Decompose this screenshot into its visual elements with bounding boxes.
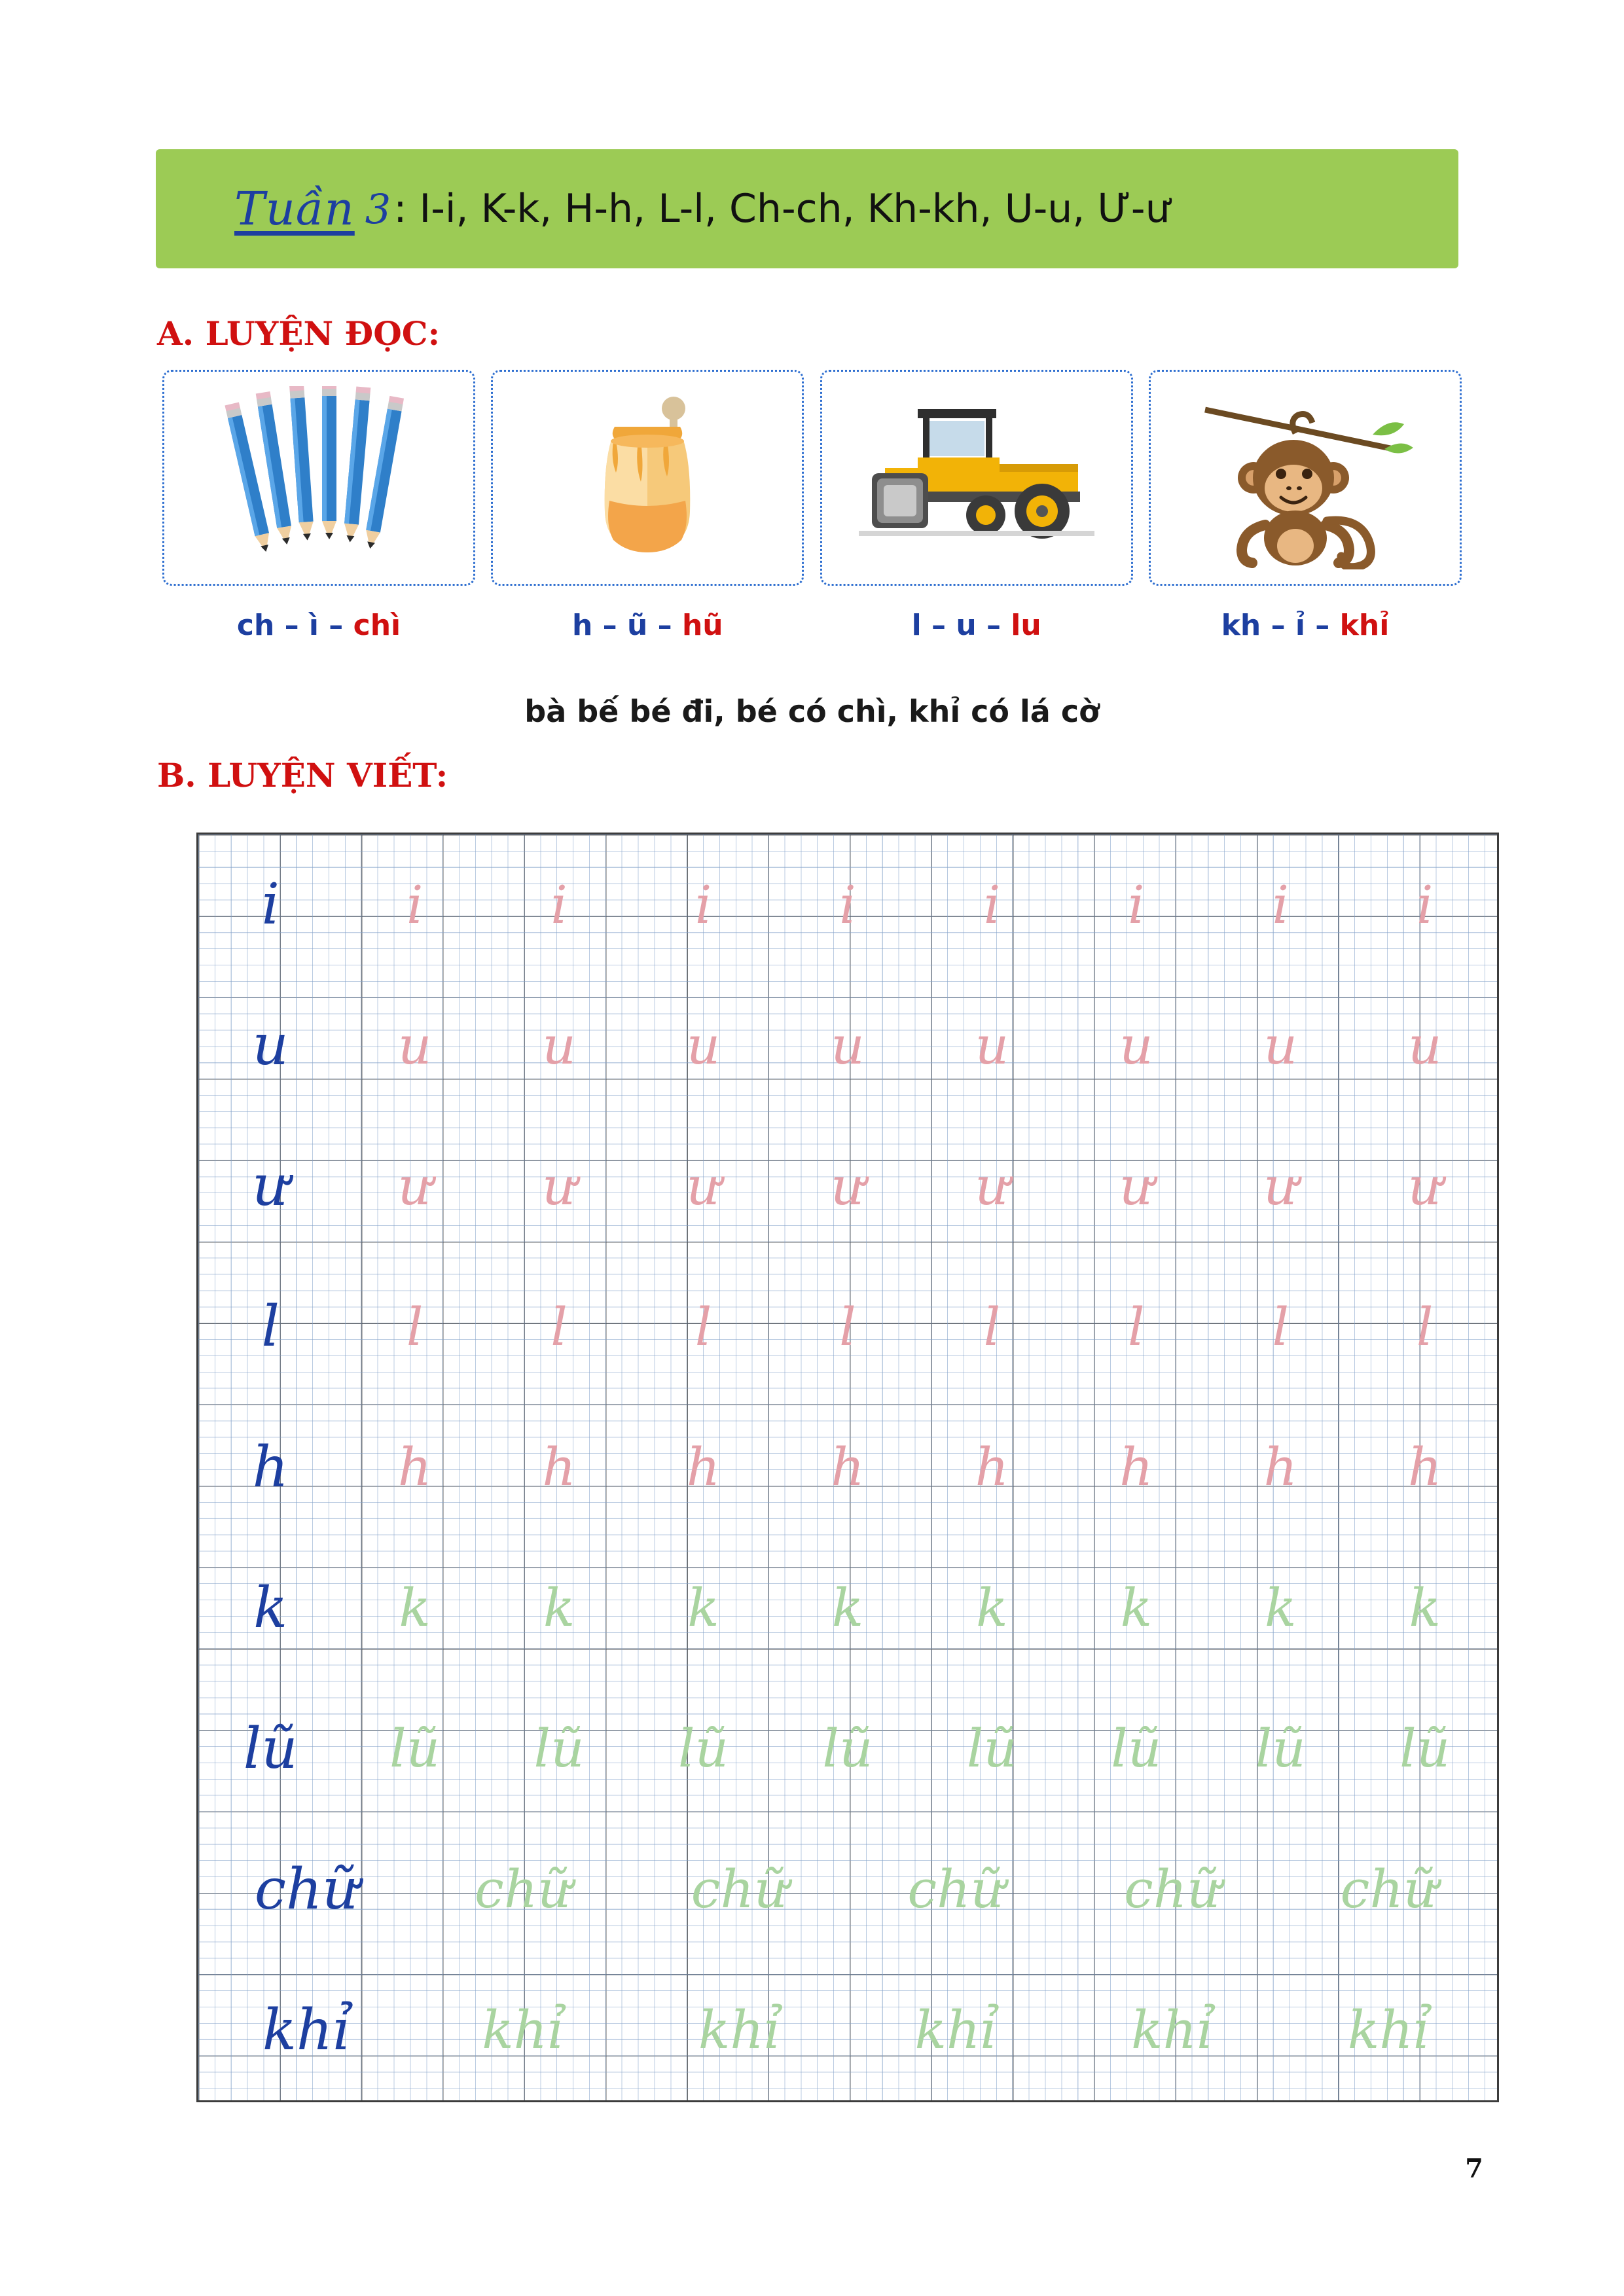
- writing-row: [198, 1257, 1497, 1397]
- model-letter: ư: [252, 1153, 289, 1219]
- trace-letter: i: [550, 874, 568, 935]
- page-number: 7: [1465, 2153, 1483, 2184]
- trace-letter: k: [1265, 1577, 1297, 1639]
- trace-letter: h: [975, 1437, 1009, 1498]
- trace-letter: lũ: [1255, 1718, 1306, 1780]
- model-letter: i: [261, 872, 280, 938]
- trace-letter: khỉ: [698, 2000, 781, 2061]
- trace-letter: h: [542, 1437, 576, 1498]
- trace-letter: lũ: [1111, 1718, 1162, 1780]
- trace-letter: ư: [1407, 1155, 1442, 1217]
- word-cell-hu: [491, 609, 804, 648]
- trace-letter: lũ: [966, 1718, 1017, 1780]
- trace-letter: l: [1416, 1296, 1434, 1357]
- trace-letter: k: [687, 1577, 719, 1639]
- trace-letter: u: [397, 1014, 432, 1076]
- trace-letter: ư: [1119, 1155, 1153, 1217]
- trace-letter: l: [550, 1296, 568, 1357]
- writing-rows: [198, 834, 1497, 2100]
- trace-letter: ư: [397, 1155, 432, 1217]
- writing-row: [198, 1397, 1497, 1538]
- trace-letter: ư: [542, 1155, 576, 1217]
- trace-letter: chữ: [907, 1859, 1005, 1920]
- model-letter: u: [252, 1013, 289, 1079]
- trace-letter: khỉ: [482, 2000, 564, 2061]
- writing-row: [198, 1960, 1497, 2100]
- trace-letter: lũ: [533, 1718, 585, 1780]
- trace-letter: l: [1272, 1296, 1290, 1357]
- writing-row: [198, 1819, 1497, 1960]
- trace-letter: ư: [831, 1155, 865, 1217]
- trace-letter: h: [1119, 1437, 1153, 1498]
- model-letter: lũ: [243, 1715, 298, 1782]
- writing-row: [198, 834, 1497, 975]
- week-banner: [156, 149, 1458, 268]
- trace-letter: chữ: [1340, 1859, 1437, 1920]
- trace-letter: ư: [975, 1155, 1009, 1217]
- week-letters: : I-i, K-k, H-h, L-l, Ch-ch, Kh-kh, U-u, Ư-ư: [393, 186, 1170, 232]
- trace-letter: k: [1409, 1577, 1441, 1639]
- trace-letter: h: [1263, 1437, 1298, 1498]
- trace-letter: chữ: [475, 1859, 571, 1920]
- trace-letter: lũ: [1399, 1718, 1451, 1780]
- picture-row: [162, 370, 1462, 586]
- trace-letter: u: [831, 1014, 865, 1076]
- trace-letter: chữ: [1124, 1859, 1221, 1920]
- trace-letter: u: [1263, 1014, 1298, 1076]
- trace-letter: k: [399, 1577, 431, 1639]
- word-full: hũ: [681, 609, 723, 642]
- writing-row: [198, 1678, 1497, 1819]
- picture-card-jar: [491, 370, 804, 586]
- trace-letter: l: [406, 1296, 424, 1357]
- monkey-icon: [1197, 386, 1413, 569]
- word-full: chì: [353, 609, 401, 642]
- model-letter: k: [253, 1575, 288, 1641]
- word-cell-khi: [1149, 609, 1462, 648]
- trace-letter: l: [839, 1296, 856, 1357]
- section-b-label: B. LUYỆN VIẾT:: [157, 756, 448, 795]
- trace-letter: u: [975, 1014, 1009, 1076]
- trace-letter: u: [1119, 1014, 1153, 1076]
- trace-letter: u: [542, 1014, 576, 1076]
- model-letter: l: [261, 1294, 280, 1360]
- trace-letter: h: [686, 1437, 721, 1498]
- trace-letter: chữ: [691, 1859, 788, 1920]
- week-label: Tuần: [234, 182, 355, 236]
- trace-letter: lũ: [677, 1718, 729, 1780]
- trace-letter: h: [1407, 1437, 1442, 1498]
- word-cell-lu: [820, 609, 1133, 648]
- word-parts: l – u –: [911, 609, 1011, 642]
- word-full: khỉ: [1339, 609, 1390, 642]
- picture-card-road-roller: [820, 370, 1133, 586]
- jar-icon: [575, 386, 719, 569]
- model-letter: chữ: [254, 1856, 359, 1922]
- trace-letter: i: [695, 874, 712, 935]
- trace-letter: khỉ: [914, 2000, 998, 2061]
- road-roller-icon: [846, 396, 1108, 560]
- trace-letter: h: [397, 1437, 432, 1498]
- trace-letter: lũ: [822, 1718, 873, 1780]
- trace-letter: i: [983, 874, 1001, 935]
- trace-letter: h: [831, 1437, 865, 1498]
- trace-letter: u: [1407, 1014, 1442, 1076]
- word-parts: h – ũ –: [572, 609, 682, 642]
- trace-letter: k: [1120, 1577, 1153, 1639]
- trace-letter: k: [543, 1577, 575, 1639]
- trace-letter: i: [1128, 874, 1145, 935]
- trace-letter: k: [831, 1577, 864, 1639]
- model-letter: khỉ: [262, 1997, 351, 2063]
- trace-letter: i: [839, 874, 856, 935]
- trace-letter: i: [1416, 874, 1434, 935]
- trace-letter: l: [1128, 1296, 1145, 1357]
- pencils-icon: [208, 386, 430, 569]
- word-cell-chi: [162, 609, 475, 648]
- week-number: 3: [365, 185, 391, 233]
- trace-letter: khỉ: [1131, 2000, 1214, 2061]
- section-a-label: A. LUYỆN ĐỌC:: [157, 314, 441, 353]
- trace-letter: l: [695, 1296, 712, 1357]
- trace-letter: i: [1272, 874, 1290, 935]
- picture-card-pencils: [162, 370, 475, 586]
- model-letter: h: [252, 1434, 289, 1500]
- trace-letter: khỉ: [1347, 2000, 1430, 2061]
- writing-row: [198, 1116, 1497, 1257]
- word-full: lu: [1011, 609, 1041, 642]
- trace-letter: u: [686, 1014, 721, 1076]
- trace-letter: ư: [686, 1155, 721, 1217]
- trace-letter: ư: [1263, 1155, 1298, 1217]
- word-parts: ch – ì –: [236, 609, 353, 642]
- trace-letter: l: [983, 1296, 1001, 1357]
- word-parts: kh – ỉ –: [1221, 609, 1340, 642]
- writing-grid: [196, 833, 1499, 2102]
- writing-row: [198, 975, 1497, 1116]
- trace-letter: lũ: [389, 1718, 441, 1780]
- trace-letter: i: [406, 874, 424, 935]
- picture-card-monkey: [1149, 370, 1462, 586]
- trace-letter: k: [976, 1577, 1008, 1639]
- practice-sentence: bà bế bé đi, bé có chì, khỉ có lá cờ: [524, 694, 1100, 729]
- word-row: [162, 609, 1462, 648]
- writing-row: [198, 1537, 1497, 1678]
